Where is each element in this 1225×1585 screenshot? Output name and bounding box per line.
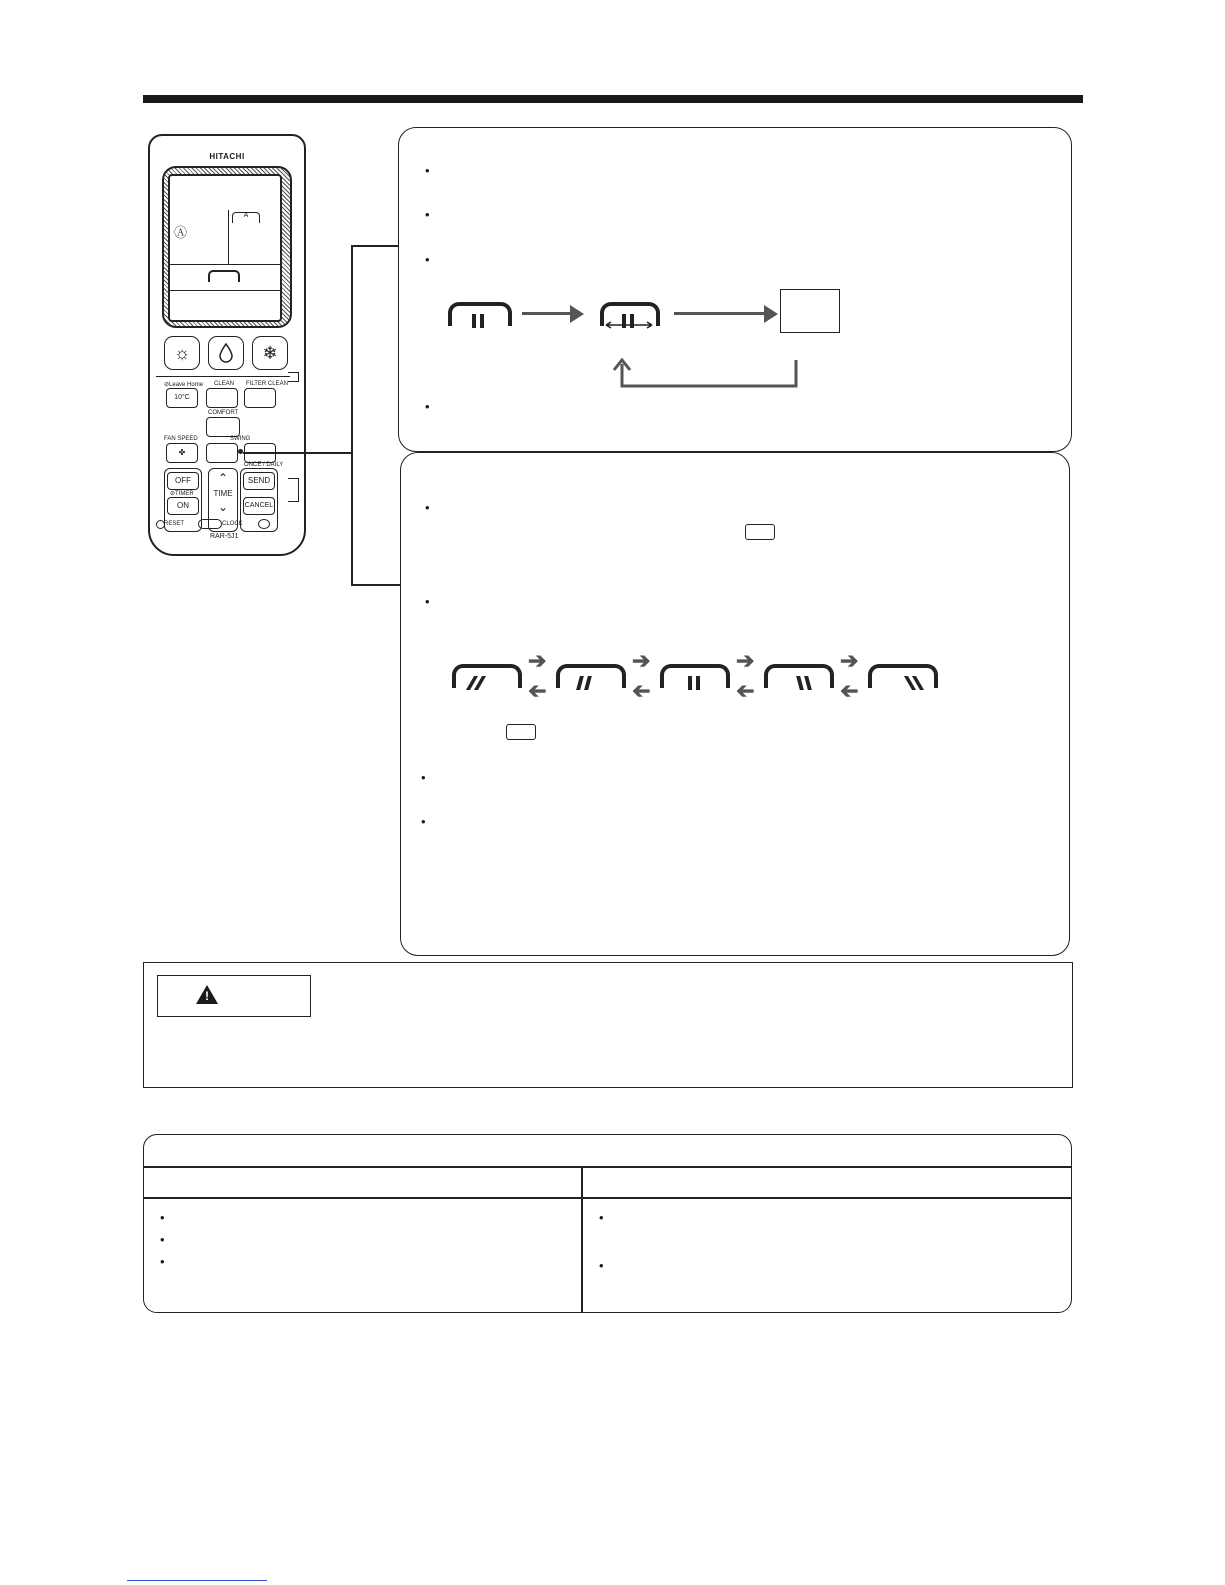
vane [804,676,812,690]
clean-button[interactable] [206,388,238,408]
droplet-icon [218,343,234,363]
chevron-left-icon: ➔ [736,678,755,703]
table-column-divider [581,1166,583,1312]
timer-label: ⊘TIMER [170,491,194,497]
table-bullet: • [599,1258,604,1273]
chevron-left-icon: ➔ [632,678,651,703]
table-bullet: • [160,1232,165,1247]
on-timer-button[interactable]: ON [167,497,199,515]
bullet-point: • [425,500,430,515]
chevron-right-icon: ➔ [528,648,547,673]
warning-triangle-icon: ! [196,985,218,1004]
comfort-label: COMFORT [208,410,239,416]
cool-mode-button[interactable] [252,336,288,370]
fan-icon: ✤ [178,448,186,457]
arrow-head-icon [570,305,584,323]
connector-line [243,452,353,454]
swing-vertical-button-icon [745,524,775,540]
swing-vertical-button-icon [506,724,536,740]
remote-control [148,134,306,556]
header-rule [143,95,1083,103]
remote-side-tab [288,478,299,502]
transmitter-indicator [258,519,270,529]
swing-label: SWING [230,436,251,442]
vane [912,676,924,690]
vane [576,676,584,690]
table-bullet: • [160,1254,165,1269]
louvre-position-1-icon [452,664,522,686]
louvre-position-4-icon [764,664,834,686]
instruction-box-vertical [400,452,1070,956]
louvre-position-3-icon [660,664,730,686]
leave-home-label: ⊘Leave Home [164,382,204,388]
fan-speed-button[interactable] [166,443,198,463]
chevron-right-icon: ➔ [840,648,859,673]
model-label: RAR-5J1 [210,533,239,540]
vane [688,676,692,690]
table-bullet: • [160,1210,165,1225]
vane [584,676,592,690]
lcd-louvre-auto-icon: A [232,212,260,223]
info-table [143,1134,1072,1313]
bullet-point: • [425,252,430,267]
chevron-left-icon: ➔ [840,678,859,703]
bullet-point: • [425,399,430,414]
sun-icon: ☼ [173,343,191,363]
dry-mode-button[interactable] [208,336,244,370]
vane [466,676,478,690]
vane [696,676,700,690]
connector-line [351,245,398,247]
footer-link-underline[interactable] [127,1580,267,1581]
send-button[interactable]: SEND [243,472,275,490]
vane [472,314,476,328]
time-label: TIME [213,489,233,498]
connector-line [351,584,400,586]
table-rule [144,1197,1071,1199]
lcd-auto-mark: Ⓐ [174,225,188,240]
clock-button[interactable] [198,519,222,529]
cancel-button[interactable]: CANCEL [243,497,275,515]
filter-clean-button[interactable] [244,388,276,408]
instruction-box-horizontal [398,127,1072,452]
chevron-down-icon: ⌄ [217,500,229,514]
clean-label: CLEAN [214,381,235,387]
home-icon: 10°C [174,394,190,401]
chevron-right-icon: ➔ [632,648,651,673]
bullet-point: • [425,207,430,222]
louvre-position-5-icon [868,664,938,686]
once-daily-label: ONCE / DAILY [244,462,284,468]
fan-speed-label: FAN SPEED [164,436,198,442]
display-blank-box [780,289,840,333]
filter-clean-label: FILTER CLEAN [246,381,288,387]
sequence-arrow [522,312,572,315]
double-arrow-icon [604,320,654,330]
louvre-fixed-icon [448,302,512,324]
off-timer-button[interactable]: OFF [167,472,199,490]
chevron-right-icon: ➔ [736,648,755,673]
vane [796,676,804,690]
bullet-point: • [421,814,426,829]
reset-label: RESET [164,521,185,527]
bullet-point: • [425,163,430,178]
bullet-point: • [421,770,426,785]
bullet-point: • [425,594,430,609]
swing-vertical-button[interactable] [206,443,238,463]
snowflake-icon: ❄ [262,343,278,363]
table-rule [144,1166,1071,1168]
lcd-divider [170,264,280,265]
table-bullet: • [599,1210,604,1225]
remote-brand: HITACHI [209,152,245,161]
lcd-divider [170,290,280,291]
leave-home-button[interactable] [166,388,198,408]
arrow-head-icon [764,305,778,323]
comfort-button[interactable] [206,417,240,437]
lcd-divider [228,210,229,264]
louvre-position-2-icon [556,664,626,686]
sequence-arrow [674,312,766,315]
return-arrow-icon [612,358,802,394]
heat-mode-button[interactable] [164,336,200,370]
chevron-left-icon: ➔ [528,678,547,703]
caution-label-box [157,975,311,1017]
chevron-up-icon: ⌃ [217,471,229,485]
clock-label: CLOCK [222,521,243,527]
connector-line [351,245,353,585]
remote-side-tab [288,372,299,382]
remote-lcd [168,174,282,322]
vane [480,314,484,328]
lcd-louvre-icon [208,270,240,282]
